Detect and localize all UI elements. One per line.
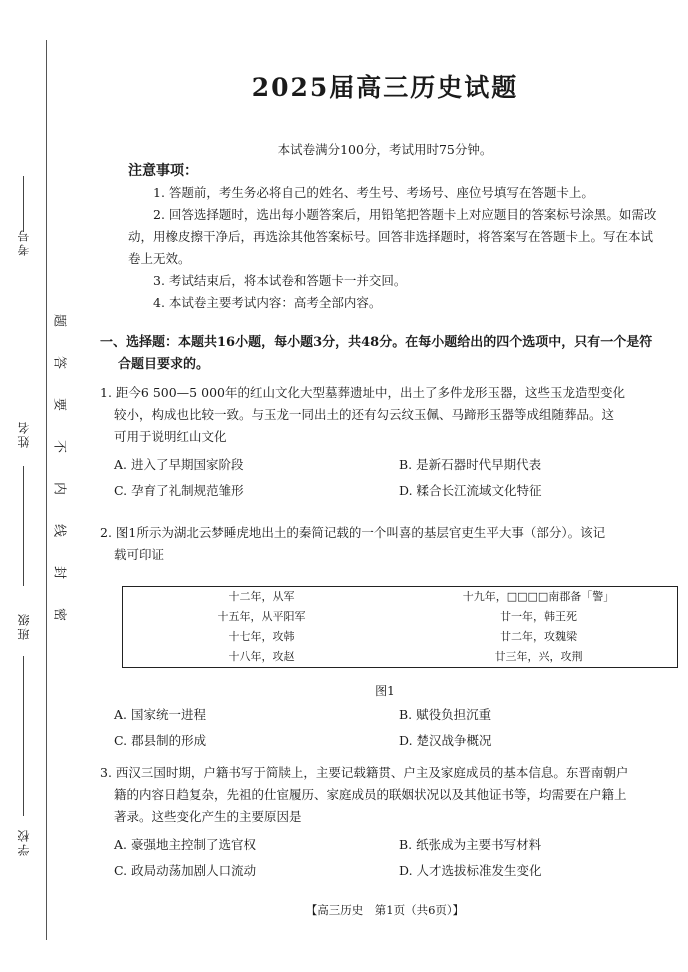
- question-stem: 较小，构成也比较一致。与玉龙一同出土的还有勾云纹玉佩、马蹄形玉器等成组随葬品。这: [114, 407, 615, 422]
- notice-item: 1. 答题前，考生务必将自己的姓名、考生号、考场号、座位号填写在答题卡上。: [153, 185, 594, 200]
- question-2-options: [100, 704, 670, 752]
- option-a: A. 进入了早期国家阶段: [114, 457, 244, 472]
- option-a: A. 国家统一进程: [114, 707, 206, 722]
- option-d: D. 楚汉战争概况: [399, 733, 492, 748]
- side-blank-exam-number: [8, 170, 38, 232]
- seal-char: 封: [53, 563, 67, 578]
- section-heading-line: 一、选择题：本题共16小题，每小题3分，共48分。在每小题给出的四个选项中，只有一个是符: [100, 335, 653, 350]
- table-row: [123, 627, 678, 647]
- blank-line: [23, 656, 24, 816]
- seal-line-text: [50, 312, 70, 619]
- seal-char: 密: [53, 605, 67, 620]
- option-b: B. 赋役负担沉重: [399, 707, 492, 722]
- blank-line: [23, 466, 24, 586]
- question-stem: 著录。这些变化产生的主要原因是: [114, 809, 302, 824]
- page-title: 2025届高三历史试题: [251, 73, 519, 102]
- question-stem: 籍的内容日趋复杂，先祖的仕宦履历、家庭成员的联姻状况以及其他证书等，均需要在户籍上: [114, 787, 627, 802]
- section-heading: [100, 332, 670, 376]
- question-stem: 3. 西汉三国时期，户籍书写于简牍上，主要记载籍贯、户主及家庭成员的基本信息。东晋南朝户: [100, 765, 629, 780]
- option-c: C. 郡县制的形成: [114, 733, 207, 748]
- options: [100, 834, 670, 882]
- page-footer: 【高三历史 第1页（共6页）】: [305, 903, 465, 917]
- options: [100, 454, 670, 502]
- question-stem: 2. 图1所示为湖北云梦睡虎地出土的秦简记载的一个叫喜的基层官吏生平大事（部分）。该记: [100, 525, 606, 540]
- side-blank-class: [8, 650, 38, 816]
- figure-caption: 图1: [375, 684, 395, 698]
- seal-char: 要: [53, 395, 67, 410]
- option-b: B. 是新石器时代早期代表: [399, 457, 542, 472]
- seal-char: 内: [53, 479, 67, 494]
- options: [100, 704, 670, 752]
- option-d: D. 糅合长江流域文化特征: [399, 483, 542, 498]
- table-row: [123, 647, 678, 668]
- side-field-name: [8, 420, 38, 448]
- side-field-label: 考号: [16, 228, 31, 256]
- figure-1-table: [122, 586, 678, 668]
- seal-char: 线: [53, 521, 67, 536]
- option-d: D. 人才选拔标准发生变化: [399, 863, 542, 878]
- notice-item: 2. 回答选择题时，选出每小题答案后，用铅笔把答题卡上对应题目的答案标号涂黑。如需改动，用橡皮擦干净后，再选涂其他答案标号。回答非选择题时，将答案写在答题卡上。写在本试卷上无效。: [128, 207, 657, 266]
- blank-line: [23, 176, 24, 232]
- section-heading-line: 合题目要求的。: [118, 357, 210, 372]
- side-blank-name: [8, 460, 38, 586]
- side-field-school: [8, 828, 38, 856]
- notice-list: [128, 182, 658, 314]
- table-cell: 十七年，攻韩: [228, 630, 295, 643]
- notice-heading: 注意事项：: [128, 163, 198, 179]
- table-cell: 十八年，攻赵: [228, 650, 295, 663]
- table-cell: 廿二年，攻魏梁: [500, 630, 577, 643]
- question-2: [100, 522, 670, 566]
- question-stem: 1. 距今6 500—5 000年的红山文化大型墓葬遗址中，出土了多件龙形玉器，这些玉龙造型变化: [100, 385, 625, 400]
- option-a: A. 豪强地主控制了选官权: [114, 837, 256, 852]
- table-cell: 十二年，从军: [228, 590, 295, 603]
- question-3: [100, 762, 670, 882]
- notice-item: 3. 考试结束后，将本试卷和答题卡一并交回。: [153, 273, 407, 288]
- option-c: C. 政局动荡加剧人口流动: [114, 863, 257, 878]
- side-field-label: 班级: [16, 612, 31, 640]
- side-field-label: 姓名: [16, 420, 31, 448]
- question-1: [100, 382, 670, 502]
- side-field-class: [8, 612, 38, 640]
- table-cell: 十五年，从平阳军: [217, 610, 306, 623]
- table-cell: 廿一年，韩王死: [500, 610, 577, 623]
- question-stem: 载可印证: [114, 547, 165, 562]
- side-field-label: 学校: [16, 828, 31, 856]
- table-cell: 十九年，□□□□南郡备「警」: [462, 590, 615, 603]
- seal-char: 不: [53, 437, 67, 452]
- question-stem: 可用于说明红山文化: [114, 429, 227, 444]
- option-c: C. 孕育了礼制规范雏形: [114, 483, 244, 498]
- table-row: [123, 607, 678, 627]
- side-field-exam-number: [8, 228, 38, 256]
- table-cell: 廿三年，兴，攻荆: [494, 650, 583, 663]
- seal-char: 答: [53, 353, 67, 368]
- exam-info: 本试卷满分100分，考试用时75分钟。: [277, 142, 493, 157]
- binding-line: [46, 40, 47, 940]
- notice-item: 4. 本试卷主要考试内容：高考全部内容。: [153, 295, 382, 310]
- table-row: [123, 587, 678, 608]
- option-b: B. 纸张成为主要书写材料: [399, 837, 542, 852]
- seal-char: 题: [53, 311, 67, 326]
